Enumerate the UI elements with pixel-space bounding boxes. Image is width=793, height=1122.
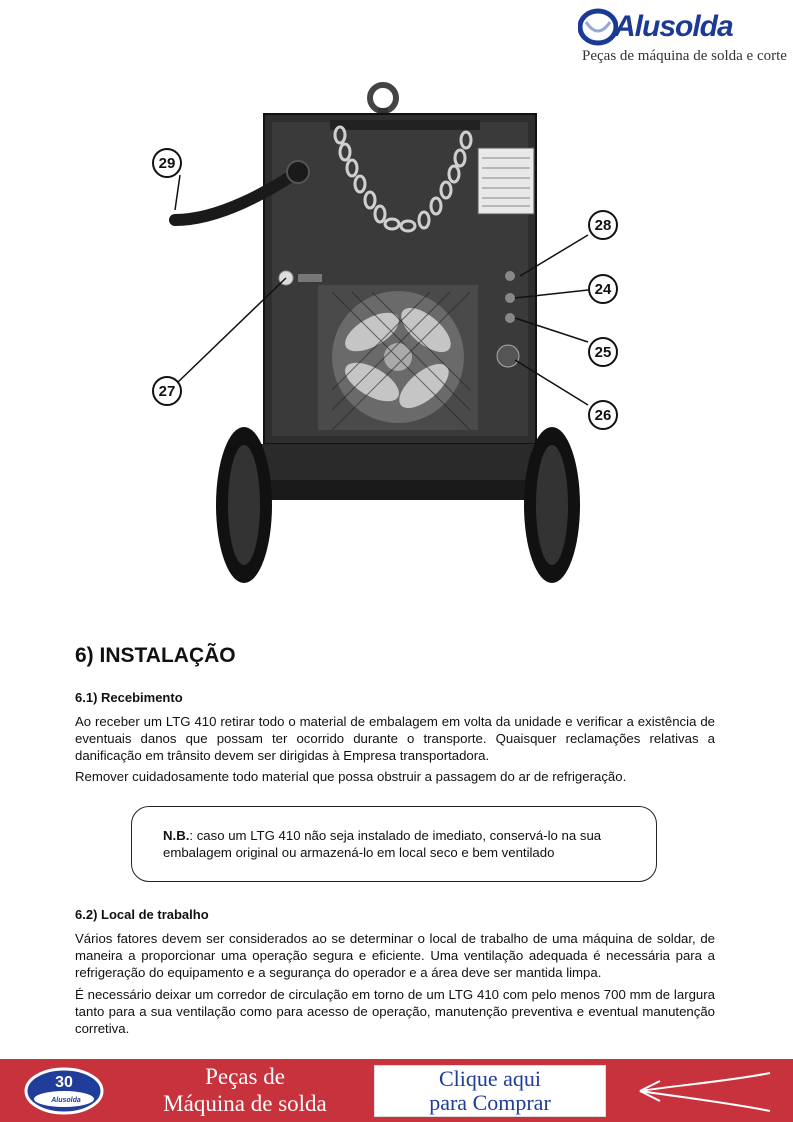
alusolda-emblem-icon [578,8,618,46]
subsection-title-local-trabalho: 6.2) Local de trabalho [75,907,209,922]
buy-button[interactable] [374,1065,606,1117]
callout-26: 26 [588,400,618,430]
badge-sub: ANOS [56,1091,72,1097]
note-text [163,827,633,861]
buy-button-line-1: Clique aqui [438,1066,542,1091]
badge-emblem-icon [22,1065,106,1117]
note-body: : caso um LTG 410 não seja instalado de imediato, conservá-lo na sua embalagem original ou armazená-lo em local seco e bem ventilado [163,828,602,860]
callout-25: 25 [588,337,618,367]
banner-line-2: Máquina de solda [163,1091,327,1116]
welding-machine-image [140,80,640,610]
banner-line-1: Peças de [205,1064,285,1089]
paragraph-local-trabalho-2: É necessário deixar um corredor de circulação em torno de um LTG 410 com pelo menos 700 mm de largura tanto para a sua ventilação como para acesso de operação, manutenção preventiva e eventual manutenção corretiva. [75,987,715,1036]
paragraph-local-trabalho-1: Vários fatores devem ser considerados ao se determinar o local de trabalho de uma máquina de soldar, de maneira a proporcionar uma operação segura e eficiente. Uma ventilação adequada é necessária para a refrigeração do equipamento e a segurança do operador e a área deve ser mantida limpa. [75,931,715,980]
banner-headline [130,1063,360,1117]
callout-29: 29 [152,148,182,178]
section-title: 6) INSTALAÇÃO [75,644,236,667]
callout-24: 24 [588,274,618,304]
brand-name: Alusolda [614,10,733,43]
paragraph-recebimento-1: Ao receber um LTG 410 retirar todo o material de embalagem em volta da unidade e verificar a existência de eventuais danos que possam ter ocorrido durante o transporte. Quaisquer reclamações relativas a danificação em trânsito devem ser dirigidas à Empresa transportadora. [75,714,715,763]
arrow-left-icon [620,1065,780,1117]
note-label: N.B. [163,828,190,843]
brand-tagline: Peças de máquina de solda e corte [582,48,787,64]
callout-27: 27 [152,376,182,406]
machine-illustration [140,80,640,610]
badge-years: 30 [55,1074,73,1091]
subsection-title-recebimento: 6.1) Recebimento [75,690,183,705]
promo-banner [0,1059,793,1122]
callout-28: 28 [588,210,618,240]
buy-button-line-2: para Comprar [429,1090,551,1115]
badge-brand: Alusolda [51,1097,81,1104]
paragraph-recebimento-2: Remover cuidadosamente todo material que possa obstruir a passagem do ar de refrigeração. [75,769,627,784]
brand-logo [574,4,787,74]
anniversary-badge [22,1065,106,1117]
